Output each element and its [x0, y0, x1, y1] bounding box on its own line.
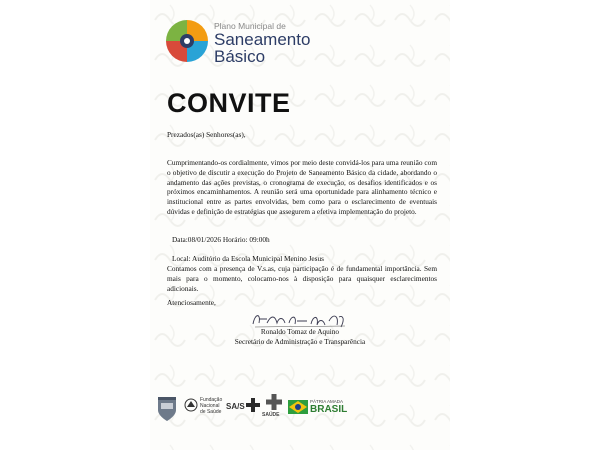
logo-line-2: Saneamento [214, 30, 311, 49]
meeting-date: Data:08/01/2026 Horário: 09:00h [172, 235, 270, 244]
sanitation-logo-icon [164, 18, 210, 64]
brasil-text: BRASIL [310, 404, 348, 415]
sas-logo-text: SA/S [226, 402, 245, 411]
greeting: Prezados(as) Senhores(as), [167, 130, 246, 139]
paragraph-1: Cumprimentando-os cordialmente, vimos por meio deste convidá-los para uma reunião com o objetivo de discutir a execução do Projeto de Saneamento Básico da cidade, abordando o andamento das ações previstas, o cronograma de execução, os desafios identificados e os próximos encaminhamentos. A reunião será uma oportunidade para alinhamento técnico e institucional entre as partes envolvidas, bem como para o esclarecimento de eventuais dúvidas e definição de estratégias que assegurem a efetiva implementação do projeto. [167, 158, 437, 216]
saude-cross-icon [266, 394, 282, 410]
footer-logos [150, 390, 450, 430]
signer-role: Secretário de Administração e Transparência [234, 337, 366, 346]
signer-name: Ronaldo Tomaz de Aquino [260, 327, 340, 336]
document-title: CONVITE [167, 88, 291, 118]
paragraph-2: Contamos com a presença de V.s.as, cuja participação é de fundamental importância. Sem mais para o momento, colocamo-nos à disposição para quaisquer esclarecimentos adicionais. [167, 264, 437, 293]
logo-line-3: Básico [214, 47, 266, 66]
municipal-crest-icon [156, 396, 178, 422]
meeting-location: Local: Auditório da Escola Municipal Menino Jesus [172, 254, 324, 263]
funasa-line-1: Fundação [200, 397, 223, 403]
document-page [150, 0, 450, 450]
saude-text: SAÚDE [262, 412, 280, 418]
funasa-icon [184, 398, 198, 414]
health-cross-icon [246, 398, 260, 412]
funasa-line-2: Nacional [200, 403, 220, 409]
brasil-slogan: PÁTRIA AMADA [310, 399, 344, 404]
brazil-flag-icon [288, 400, 308, 414]
funasa-line-3: de Saúde [200, 409, 222, 415]
closing: Atenciosamente, [167, 298, 216, 307]
plano-municipal-logo [164, 18, 344, 68]
logo-line-1: Plano Municipal de [214, 21, 286, 31]
